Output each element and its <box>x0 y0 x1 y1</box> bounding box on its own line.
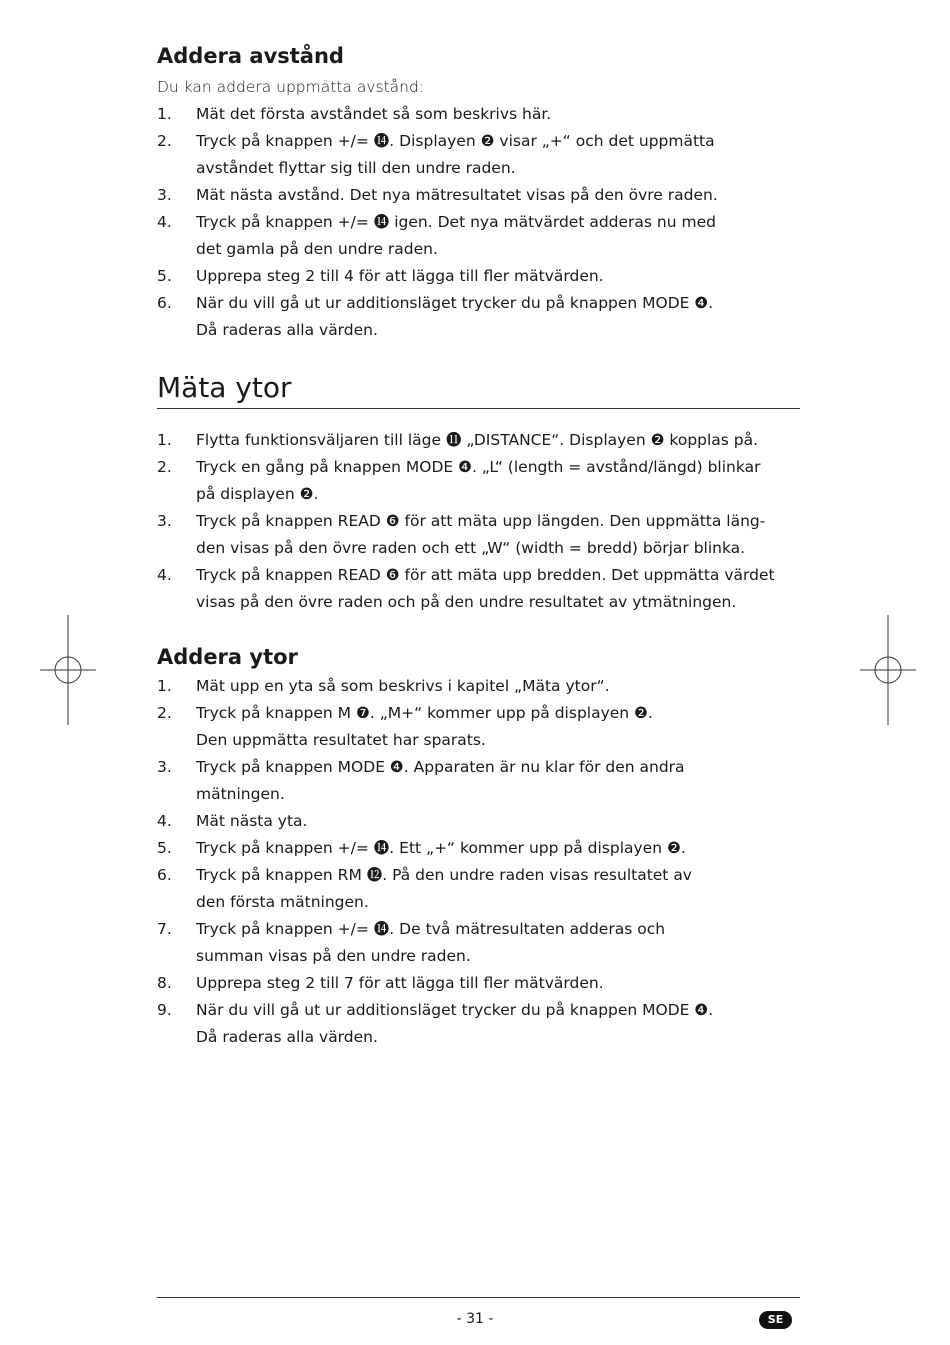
step-number: 6. <box>157 294 172 312</box>
step-text-line: Tryck på knappen READ ❻ för att mäta upp bredden. Det uppmätta värdet <box>196 566 775 584</box>
step-number: 4. <box>157 213 172 231</box>
step-text-line: Tryck en gång på knappen MODE ❹. „L“ (length = avstånd/längd) blinkar <box>196 458 761 476</box>
step-number: 5. <box>157 839 172 857</box>
step-text-line: Tryck på knappen MODE ❹. Apparaten är nu klar för den andra <box>196 758 685 776</box>
step-text-line: visas på den övre raden och på den undre resultatet av ytmätningen. <box>196 593 737 611</box>
list-item <box>157 862 802 916</box>
heading-rule <box>157 408 800 409</box>
list-item <box>157 916 802 970</box>
list-item <box>157 209 802 263</box>
step-text-line: Tryck på knappen +/= ⓮. Ett „+“ kommer upp på displayen ❷. <box>196 839 686 857</box>
step-text-line: mätningen. <box>196 785 285 803</box>
step-number: 1. <box>157 431 172 449</box>
step-text-line: Mät nästa yta. <box>196 812 308 830</box>
step-text-line: När du vill gå ut ur additionsläget trycker du på knappen MODE ❹. <box>196 1001 714 1019</box>
list-item <box>157 182 802 209</box>
section-intro: Du kan addera uppmätta avstånd: <box>157 78 425 96</box>
step-text-line: Då raderas alla värden. <box>196 321 378 339</box>
chapter-heading-mata-ytor: Mäta ytor <box>157 371 292 404</box>
step-text-line: avståndet flyttar sig till den undre raden. <box>196 159 516 177</box>
step-number: 2. <box>157 458 172 476</box>
registration-mark-right-icon <box>860 615 916 725</box>
step-number: 6. <box>157 866 172 884</box>
step-text-line: Mät upp en yta så som beskrivs i kapitel „Mäta ytor“. <box>196 677 610 695</box>
step-text-line: Tryck på knappen +/= ⓮. Displayen ❷ visar „+“ och det uppmätta <box>196 132 715 150</box>
list-item <box>157 970 802 997</box>
list-item <box>157 290 802 344</box>
step-text-line: Mät nästa avstånd. Det nya mätresultatet visas på den övre raden. <box>196 186 718 204</box>
step-number: 2. <box>157 132 172 150</box>
step-number: 3. <box>157 512 172 530</box>
step-number: 9. <box>157 1001 172 1019</box>
step-text-line: Flytta funktionsväljaren till läge ⓫ „DISTANCE“. Displayen ❷ kopplas på. <box>196 431 759 449</box>
step-text-line: summan visas på den undre raden. <box>196 947 471 965</box>
step-number: 5. <box>157 267 172 285</box>
list-item <box>157 562 802 616</box>
step-number: 3. <box>157 186 172 204</box>
step-text-line: den visas på den övre raden och ett „W“ (width = bredd) börjar blinka. <box>196 539 746 557</box>
list-item <box>157 101 802 128</box>
step-list-addera-avstand <box>157 101 802 344</box>
step-text-line: Den uppmätta resultatet har sparats. <box>196 731 486 749</box>
section-heading-addera-ytor: Addera ytor <box>157 645 298 669</box>
step-text-line: Tryck på knappen READ ❻ för att mäta upp längden. Den uppmätta läng- <box>196 512 766 530</box>
step-text-line: När du vill gå ut ur additionsläget trycker du på knappen MODE ❹. <box>196 294 714 312</box>
language-badge: SE <box>759 1311 792 1329</box>
step-number: 1. <box>157 677 172 695</box>
list-item <box>157 263 802 290</box>
list-item <box>157 835 802 862</box>
step-text-line: Tryck på knappen +/= ⓮. De två mätresultaten adderas och <box>196 920 666 938</box>
step-number: 3. <box>157 758 172 776</box>
page-number: - 31 - <box>456 1311 494 1327</box>
list-item <box>157 808 802 835</box>
step-text-line: Då raderas alla värden. <box>196 1028 378 1046</box>
step-number: 2. <box>157 704 172 722</box>
step-text-line: det gamla på den undre raden. <box>196 240 438 258</box>
list-item <box>157 508 802 562</box>
registration-mark-left-icon <box>40 615 96 725</box>
list-item <box>157 673 802 700</box>
step-number: 1. <box>157 105 172 123</box>
step-number: 4. <box>157 566 172 584</box>
step-text-line: Mät det första avståndet så som beskrivs här. <box>196 105 552 123</box>
footer-rule <box>157 1297 800 1298</box>
step-text-line: på displayen ❷. <box>196 485 319 503</box>
step-text-line: Tryck på knappen RM ⓬. På den undre raden visas resultatet av <box>196 866 692 884</box>
list-item <box>157 427 802 454</box>
list-item <box>157 700 802 754</box>
list-item <box>157 754 802 808</box>
step-text-line: den första mätningen. <box>196 893 369 911</box>
step-text-line: Tryck på knappen M ❼. „M+“ kommer upp på displayen ❷. <box>196 704 653 722</box>
step-text-line: Upprepa steg 2 till 7 för att lägga till fler mätvärden. <box>196 974 604 992</box>
step-number: 7. <box>157 920 172 938</box>
step-list-addera-ytor <box>157 673 802 1051</box>
list-item <box>157 997 802 1051</box>
step-text-line: Upprepa steg 2 till 4 för att lägga till fler mätvärden. <box>196 267 604 285</box>
step-number: 8. <box>157 974 172 992</box>
step-number: 4. <box>157 812 172 830</box>
step-list-mata-ytor <box>157 427 802 616</box>
section-heading-addera-avstand: Addera avstånd <box>157 44 344 68</box>
list-item <box>157 454 802 508</box>
step-text-line: Tryck på knappen +/= ⓮ igen. Det nya mätvärdet adderas nu med <box>196 213 716 231</box>
list-item <box>157 128 802 182</box>
